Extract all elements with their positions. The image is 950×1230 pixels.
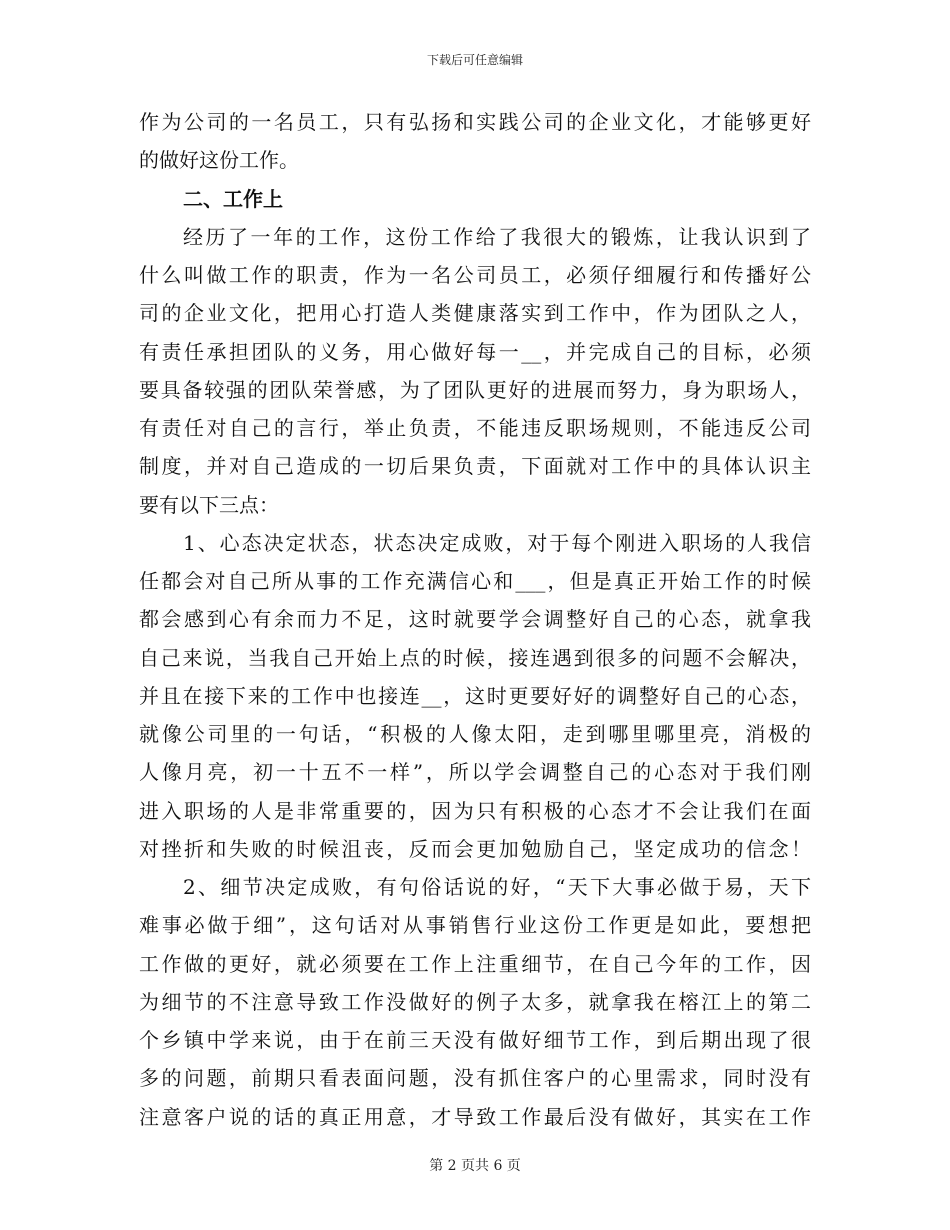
body-line: 作为公司的一名员工，只有弘扬和实践公司的企业文化，才能够更好 [139,110,811,134]
body-line: 都会感到心有余而力不足，这时就要学会调整好自己的心态，就拿我 [139,607,811,632]
body-line: 制度，并对自己造成的一切后果负责，下面就对工作中的具体认识主 [139,454,811,479]
body-line: 注意客户说的话的真正用意，才导致工作最后没有做好，其实在工作 [139,1104,811,1129]
body-line: 的做好这份工作。 [139,148,299,173]
body-line: 什么叫做工作的职责，作为一名公司员工，必须仔细履行和传播好公 [139,263,811,287]
body-line: 要有以下三点： [139,492,279,517]
body-line: 人像月亮，初一十五不一样”，所以学会调整自己的心态对于我们刚 [139,760,811,785]
body-line: 个乡镇中学来说，由于在前三天没有做好细节工作，到后期出现了很 [139,1028,811,1052]
body-line: 工作做的更好，就必须要在工作上注重细节，在自己今年的工作，因 [139,951,811,976]
body-line: 难事必做于细”，这句话对从事销售行业这份工作更是如此，要想把 [139,913,811,938]
body-line: 为细节的不注意导致工作没做好的例子太多，就拿我在榕江上的第二 [139,989,811,1014]
body-line: 有责任承担团队的义务，用心做好每一__，并完成自己的目标，必须 [139,339,811,364]
body-line: 经历了一年的工作，这份工作给了我很大的锻炼，让我认识到了 [183,224,811,249]
page-header: 下载后可任意编辑 [426,53,523,67]
body-line: 要具备较强的团队荣誉感，为了团队更好的进展而努力，身为职场人， [139,377,811,402]
page-footer: 第 2 页共 6 页 [429,1158,521,1174]
body-line: 进入职场的人是非常重要的，因为只有积极的心态才不会让我们在面 [139,798,811,823]
body-line: 对挫折和失败的时候沮丧，反而会更加勉励自己，坚定成功的信念！ [139,836,811,861]
body-line: 并且在接下来的工作中也接连__，这时更要好好的调整好自己的心态， [139,683,811,708]
body-line: 多的问题，前期只看表面问题，没有抓住客户的心里需求，同时没有 [139,1066,811,1091]
body-line: 2、细节决定成败，有句俗话说的好，“天下大事必做于易，天下 [183,875,811,899]
body-line: 自己来说，当我自己开始上点的时候，接连遇到很多的问题不会解决， [139,645,811,670]
body-line: 司的企业文化，把用心打造人类健康落实到工作中，作为团队之人， [139,301,811,326]
body-line: 1、心态决定状态，状态决定成败，对于每个刚进入职场的人我信 [183,530,811,555]
body-line: 任都会对自己所从事的工作充满信心和___，但是真正开始工作的时候 [139,569,811,593]
body-line: 有责任对自己的言行，举止负责，不能违反职场规则，不能违反公司 [139,416,811,440]
section-heading: 二、工作上 [183,186,283,211]
document-body [139,103,811,1136]
body-line: 就像公司里的一句话，“积极的人像太阳，走到哪里哪里亮，消极的 [139,722,811,746]
